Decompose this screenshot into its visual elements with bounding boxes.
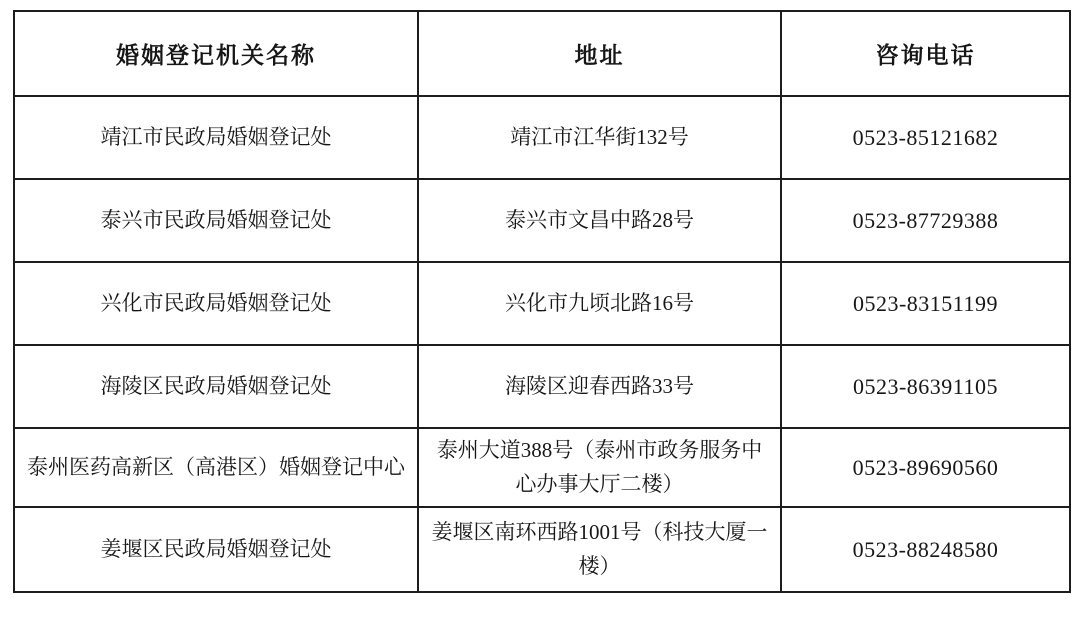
- table-row: [14, 345, 1070, 428]
- table-row: [14, 179, 1070, 262]
- table-row: [14, 428, 1070, 507]
- header-address: 地址: [418, 11, 781, 96]
- cell-phone: 0523-85121682: [781, 96, 1070, 179]
- cell-phone: 0523-87729388: [781, 179, 1070, 262]
- cell-address: 海陵区迎春西路33号: [418, 345, 781, 428]
- cell-address: 泰兴市文昌中路28号: [418, 179, 781, 262]
- cell-agency-name: 靖江市民政局婚姻登记处: [14, 96, 418, 179]
- header-agency-name: 婚姻登记机关名称: [14, 11, 418, 96]
- cell-address: 姜堰区南环西路1001号（科技大厦一楼）: [418, 507, 781, 592]
- cell-agency-name: 兴化市民政局婚姻登记处: [14, 262, 418, 345]
- cell-address: 靖江市江华街132号: [418, 96, 781, 179]
- table-row: [14, 262, 1070, 345]
- cell-phone: 0523-83151199: [781, 262, 1070, 345]
- header-phone: 咨询电话: [781, 11, 1070, 96]
- table-header-row: [14, 11, 1070, 96]
- table-row: [14, 96, 1070, 179]
- table-row: [14, 507, 1070, 592]
- cell-phone: 0523-86391105: [781, 345, 1070, 428]
- cell-address: 泰州大道388号（泰州市政务服务中心办事大厅二楼）: [418, 428, 781, 507]
- cell-phone: 0523-89690560: [781, 428, 1070, 507]
- cell-agency-name: 海陵区民政局婚姻登记处: [14, 345, 418, 428]
- cell-phone: 0523-88248580: [781, 507, 1070, 592]
- cell-agency-name: 泰兴市民政局婚姻登记处: [14, 179, 418, 262]
- cell-agency-name: 泰州医药高新区（高港区）婚姻登记中心: [14, 428, 418, 507]
- cell-agency-name: 姜堰区民政局婚姻登记处: [14, 507, 418, 592]
- marriage-registry-table: [13, 10, 1071, 593]
- cell-address: 兴化市九顷北路16号: [418, 262, 781, 345]
